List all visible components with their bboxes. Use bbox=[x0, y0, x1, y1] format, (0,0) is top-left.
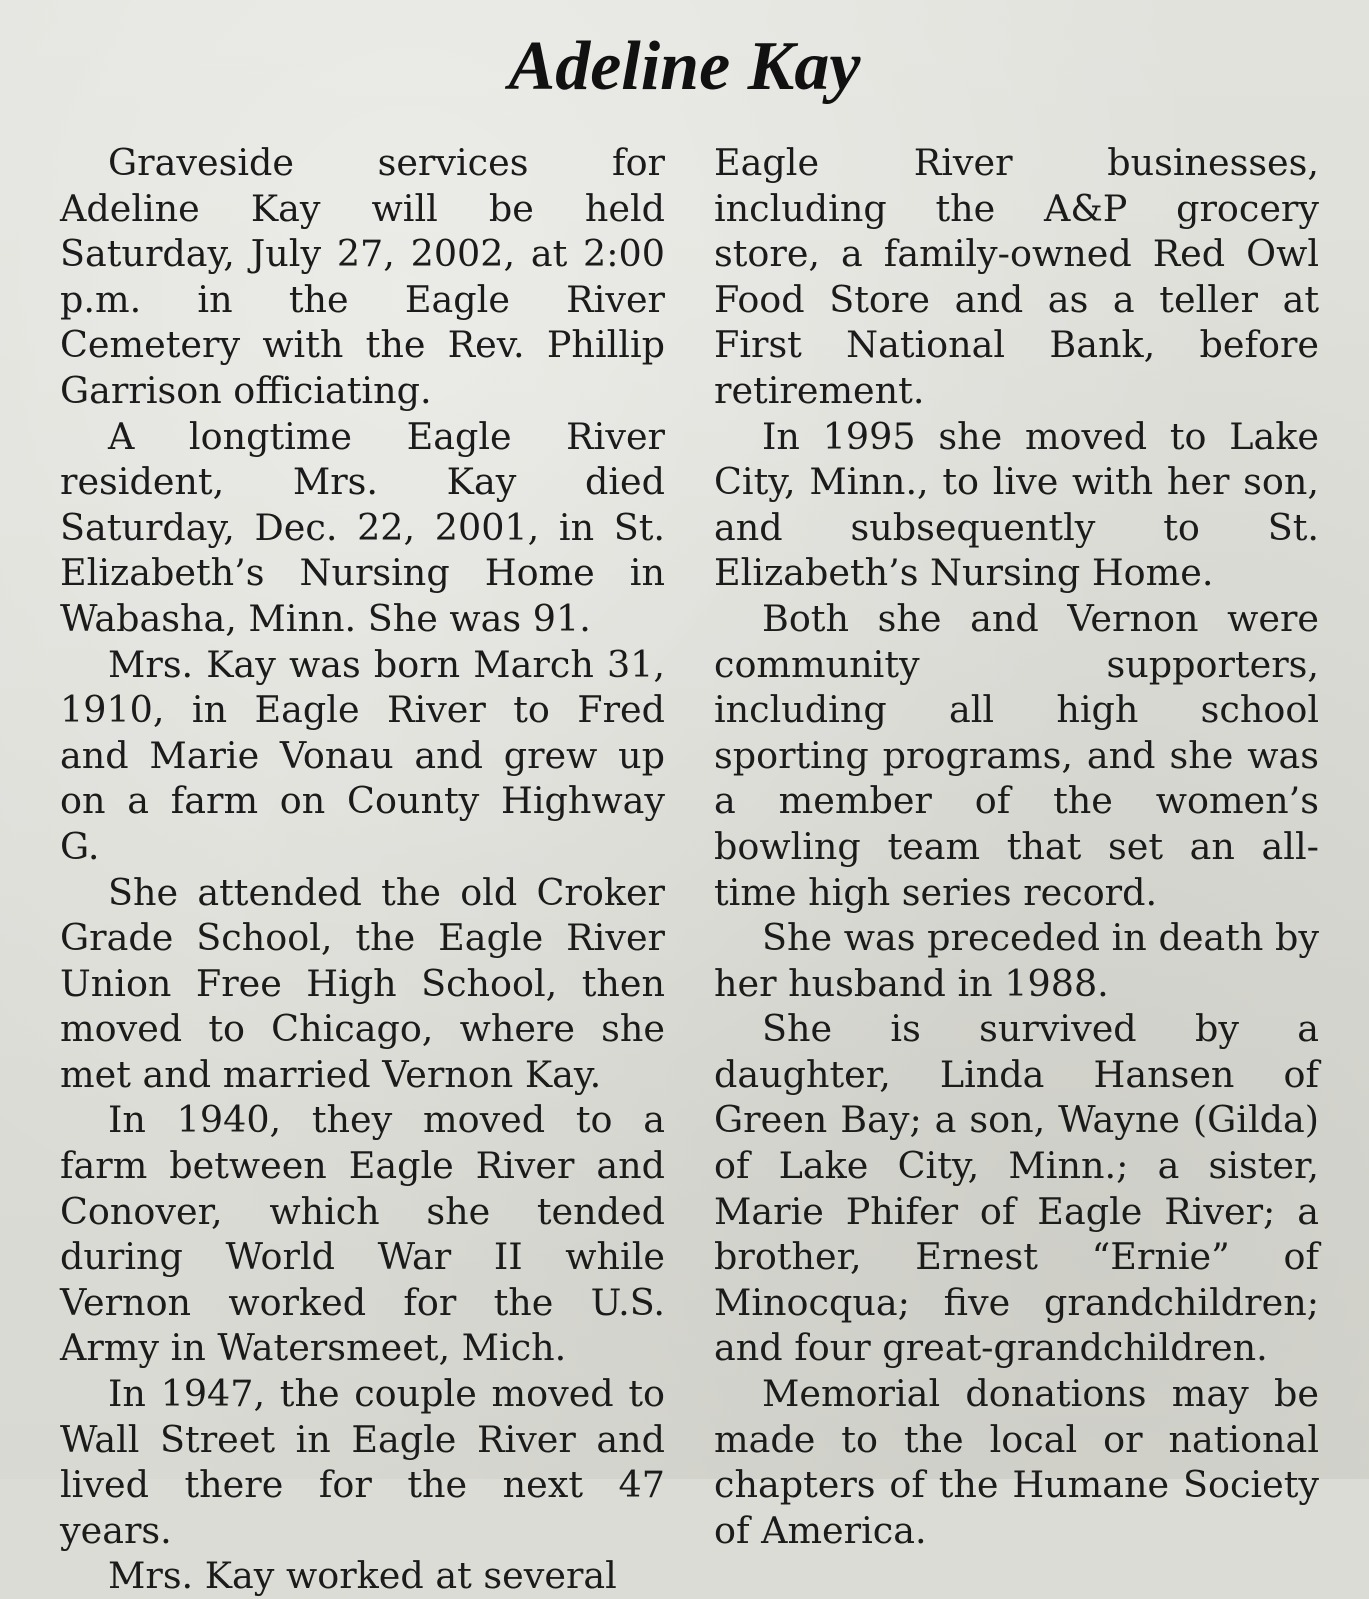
paragraph-work-continued: Eagle River businesses, including the A&P grocery store, a family-owned Red Owl Food Store and as a teller at First National Bank, before retirement. bbox=[714, 141, 1319, 412]
paragraph-education: She attended the old Croker Grade School, the Eagle River Union Free High School, then moved to Chicago, where she met and married Vernon Kay. bbox=[60, 870, 665, 1096]
paragraph-preceded: She was preceded in death by her husband in 1988. bbox=[714, 916, 1319, 1005]
paragraph-wall-street: In 1947, the couple moved to Wall Street in Eagle River and lived there for the next 47 years. bbox=[60, 1372, 665, 1552]
paragraph-lake-city: In 1995 she moved to Lake City, Minn., to live with her son, and subsequently to St. Elizabeth’s Nursing Home. bbox=[714, 414, 1319, 595]
right-column bbox=[714, 140, 1319, 1553]
left-column bbox=[60, 140, 665, 1599]
paragraph-birth: Mrs. Kay was born March 31, 1910, in Eagle River to Fred and Marie Vonau and grew up on a farm on County Highway G. bbox=[60, 642, 665, 868]
obituary-title: Adeline Kay bbox=[508, 28, 861, 105]
paragraph-services: Graveside services for Adeline Kay will be held Saturday, July 27, 2002, at 2:00 p.m. in the Eagle River Cemetery with the Rev. Phillip Garrison officiating. bbox=[60, 141, 665, 412]
paragraph-farm: In 1940, they moved to a farm between Eagle River and Conover, which she tended during World War II while Vernon worked for the U.S. Army in Watersmeet, Mich. bbox=[60, 1098, 665, 1370]
paragraph-death: A longtime Eagle River resident, Mrs. Kay died Saturday, Dec. 22, 2001, in St. Elizabeth’s Nursing Home in Wabasha, Minn. She was 91. bbox=[60, 414, 665, 640]
paragraph-survivors: She is survived by a daughter, Linda Hansen of Green Bay; a son, Wayne (Gilda) of Lake City, Minn.; a sister, Marie Phifer of Eagle River; a brother, Ernest “Ernie” of Minocqua; five grandchildren; and four great-grandchildren. bbox=[714, 1007, 1319, 1370]
paragraph-community: Both she and Vernon were community supporters, including all high school sporting programs, and she was a member of the women’s bowling team that set an all-time high series record. bbox=[714, 596, 1319, 914]
paragraph-memorials: Memorial donations may be made to the local or national chapters of the Humane Society of America. bbox=[714, 1372, 1319, 1552]
paragraph-work-start: Mrs. Kay worked at several bbox=[108, 1554, 617, 1598]
